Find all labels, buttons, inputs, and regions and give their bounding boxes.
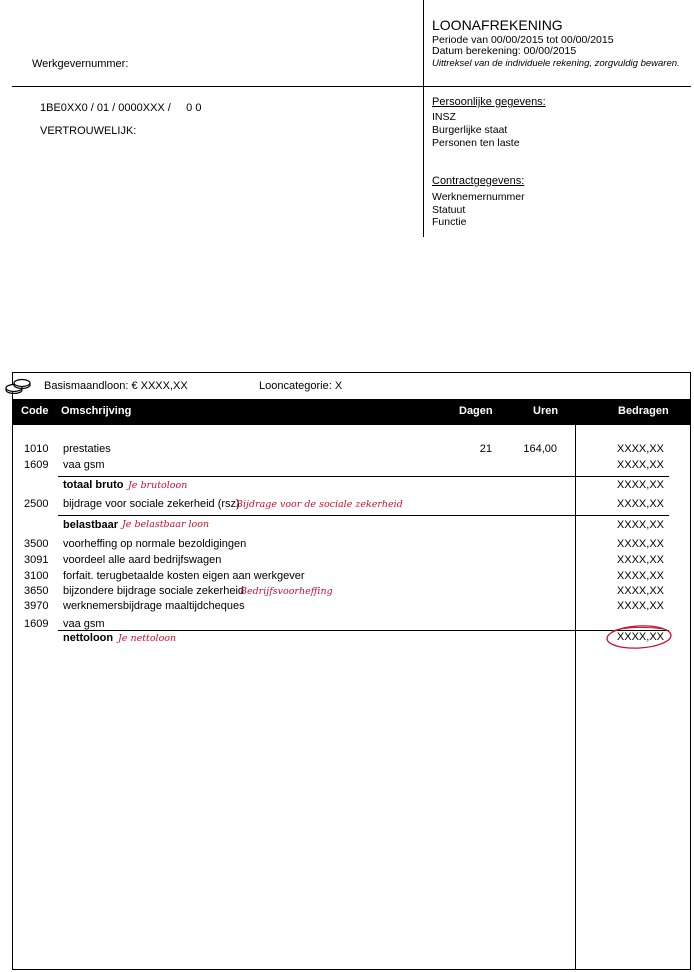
contract-item: Functie	[432, 216, 467, 228]
contract-item: Statuut	[432, 204, 466, 216]
personal-item: Burgerlijke staat	[432, 124, 508, 136]
row-amount: XXXX,XX	[616, 479, 664, 491]
row-amount: XXXX,XX	[616, 498, 664, 510]
row-amount: XXXX,XX	[616, 519, 664, 531]
salary-category: Looncategorie: X	[259, 380, 343, 392]
subtotal-line	[58, 630, 669, 631]
row-description: vaa gsm	[63, 459, 105, 471]
net-amount-highlight-circle	[604, 622, 674, 652]
row-description: totaal bruto	[63, 479, 124, 491]
row-description: voorheffing op normale bezoldigingen	[63, 538, 247, 550]
annotation-rsz: Bijdrage voor de sociale zekerheid	[236, 499, 403, 510]
row-description: vaa gsm	[63, 618, 105, 630]
contract-heading: Contractgegevens:	[432, 175, 525, 187]
personal-item: INSZ	[432, 111, 456, 123]
header-divider-horizontal	[12, 86, 691, 87]
row-amount: XXXX,XX	[616, 631, 664, 643]
table-header	[12, 399, 691, 425]
personal-item: Personen ten laste	[432, 137, 520, 149]
annotation-belastbaar: Je belastbaar loon	[122, 519, 210, 530]
row-description: nettoloon	[63, 632, 114, 644]
employee-code: 1BE0XX0 / 01 / 0000XXX / 0 0	[40, 102, 202, 114]
contract-item: Werknemernummer	[432, 191, 525, 203]
confidential-label: VERTROUWELIJK:	[40, 125, 137, 137]
row-description: prestaties	[63, 443, 111, 455]
coins-icon	[4, 376, 34, 394]
annotation-netto: Je nettoloon	[118, 633, 177, 644]
row-hours: 164,00	[523, 443, 557, 455]
row-code: 3500	[24, 538, 49, 550]
col-header-days: Dagen	[459, 405, 493, 417]
row-days: 21	[479, 443, 492, 455]
personal-heading: Persoonlijke gegevens:	[432, 96, 546, 108]
row-code: 1609	[24, 618, 49, 630]
annotation-voorheffing: Bedrijfsvoorheffing	[240, 586, 333, 597]
document-title: LOONAFREKENING	[432, 17, 563, 33]
subtotal-line	[58, 476, 669, 477]
calc-date-text: Datum berekening: 00/00/2015	[432, 45, 577, 57]
row-description: voordeel alle aard bedrijfswagen	[63, 554, 222, 566]
col-header-code: Code	[21, 405, 49, 417]
base-salary: Basismaandloon: € XXXX,XX	[44, 380, 188, 392]
row-code: 1010	[24, 443, 49, 455]
row-description: bijzondere bijdrage sociale zekerheid	[63, 585, 245, 597]
row-description: belastbaar	[63, 519, 119, 531]
row-code: 3100	[24, 570, 49, 582]
row-amount: XXXX,XX	[616, 554, 664, 566]
row-amount: XXXX,XX	[616, 443, 664, 455]
row-description: forfait. terugbetaalde kosten eigen aan werkgever	[63, 570, 305, 582]
row-description: werknemersbijdrage maaltijdcheques	[63, 600, 245, 612]
header-divider-vertical	[423, 0, 424, 237]
keep-note: Uittreksel van de individuele rekening, zorgvuldig bewaren.	[432, 58, 680, 69]
employer-number-label: Werkgevernummer:	[32, 58, 129, 70]
row-description: bijdrage voor sociale zekerheid (rsz)	[63, 498, 240, 510]
row-amount: XXXX,XX	[616, 570, 664, 582]
row-code: 1609	[24, 459, 49, 471]
row-code: 2500	[24, 498, 49, 510]
col-header-description: Omschrijving	[61, 405, 132, 417]
row-amount: XXXX,XX	[616, 459, 664, 471]
period-text: Periode van 00/00/2015 tot 00/00/2015	[432, 34, 614, 46]
col-header-hours: Uren	[533, 405, 559, 417]
row-amount: XXXX,XX	[616, 585, 664, 597]
row-amount: XXXX,XX	[616, 538, 664, 550]
row-amount: XXXX,XX	[616, 600, 664, 612]
row-code: 3091	[24, 554, 49, 566]
annotation-bruto: Je brutoloon	[128, 480, 188, 491]
row-code: 3650	[24, 585, 49, 597]
amounts-column-divider	[575, 425, 576, 970]
subtotal-line	[58, 515, 669, 516]
col-header-amounts: Bedragen	[618, 405, 669, 417]
row-code: 3970	[24, 600, 49, 612]
